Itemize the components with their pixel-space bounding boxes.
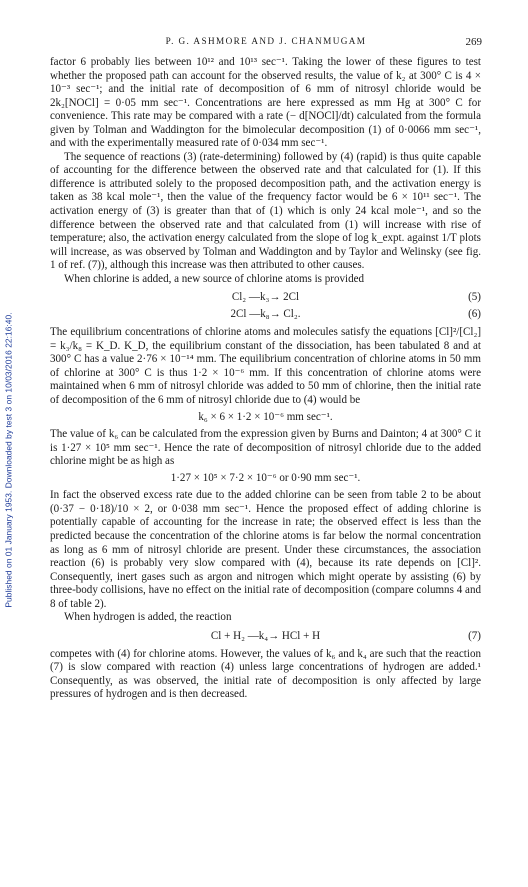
equation-6 xyxy=(50,306,481,323)
paragraph-chlorine-added: When chlorine is added, a new source of chlorine atoms is provided xyxy=(64,272,365,285)
download-watermark xyxy=(2,250,16,670)
paragraph-competition: competes with (4) for chlorine atoms. However, the values of k₆ and k₄ are such that the reaction (7) is slow compared with reaction (4) unless large concentrations of hydrogen are added.¹ Consequently, as was observed, the initial rate of decomposition is only affected by large pressures of hydrogen and is then decreased. xyxy=(50,647,481,701)
equation-5-body: Cl₂ —k₃→ 2Cl xyxy=(231,291,300,304)
paragraph-frequency-factor: factor 6 probably lies between 10¹² and 10¹³ sec⁻¹. Taking the lower of these figures to test whether the proposed path can account for the observed results, the value of k₂ at 300° C is 4 × 10⁻³ sec⁻¹; and the initial rate of decomposition of 6 mm of nitrosyl chloride would be 2k₂[NOCl] = 0·05 mm sec⁻¹. Concentrations are here expressed as mm Hg at 300° C for convenience. This rate may be compared with a rate (− d[NOCl]/dt) calculated from the formula given by Tolman and Waddington for the bimolecular decomposition (1) of 0·0066 mm sec⁻¹, and with the experimentally measured rate of 0·034 mm sec⁻¹. xyxy=(50,56,481,150)
paragraph-activation-energy: The sequence of reactions (3) (rate-determining) followed by (4) (rapid) is thus quite capable of accounting for the difference between the observed rate and that calculated for (1). If this difference is attributed solely to the proposed decomposition path, and the activation energy is taken as 38 kcal mole⁻¹, then the value of the frequency factor would be 6 × 10¹¹ sec⁻¹. The activation energy of (3) is greater than that of (1) which is only 24 kcal mole⁻¹, and so the difference between the observed rate and that calculated from (1) will increase with rise of temperature; also, the activation energy calculated from the slope of log k_expt. against 1/T plots will increase, as was observed by Tolman and Waddington and by Taylor and Welinsky (see fig. 1 of ref. (7)), although this increase was then attributed to other causes. xyxy=(50,150,481,272)
equation-7 xyxy=(50,628,481,645)
equation-group-chlorine xyxy=(50,289,481,323)
running-head: P. G. ASHMORE AND J. CHANMUGAM xyxy=(165,36,367,46)
equation-rate-expression: k₆ × 6 × 1·2 × 10⁻⁶ mm sec⁻¹. xyxy=(198,410,333,423)
article-body xyxy=(50,56,481,702)
equation-6-number: (6) xyxy=(468,308,481,321)
equation-6-body: 2Cl —k₈→ Cl₂. xyxy=(230,308,301,321)
equation-7-number: (7) xyxy=(468,629,481,642)
page-number: 269 xyxy=(465,36,482,48)
page-header xyxy=(50,36,482,50)
download-notice: Published on 01 January 1953. Downloaded by test 3 on 10/03/2016 22:16:40. xyxy=(4,312,14,608)
equation-5-number: (5) xyxy=(468,291,481,304)
equation-7-body: Cl + H₂ —k₄→ HCl + H xyxy=(210,629,321,642)
paragraph-observed-excess: In fact the observed excess rate due to the added chlorine can be seen from table 2 to be about (0·37 − 0·18)/10 × 2, or 0·038 mm sec⁻¹. Hence the proposed effect of adding chlorine is potentially capable of accounting for the increase in rate; the observed effect is less than the predicted because the concentration of the chlorine atoms is far below the normal concentration as long as 6 mm of nitrosyl chloride are present. Under these circumstances, the association reaction (6) is probably very slow compared with (4), because its rate depends on [Cl]². Consequently, inert gases such as argon and nitrogen which might operate by assisting (6) by three-body collisions, have no effect on the initial rate of decomposition (compare columns 4 and 8 of table 2). xyxy=(50,489,481,610)
paragraph-k6-value: The value of k₆ can be calculated from the expression given by Burns and Dainton; 4 at 300° C it is 1·27 × 10⁵ mm sec⁻¹. Hence the rate of decomposition of nitrosyl chloride due to the added chlorine might be as high as xyxy=(50,428,481,468)
equation-group-hydrogen xyxy=(50,628,481,645)
equation-5 xyxy=(50,289,481,306)
equation-rate-value: 1·27 × 10⁵ × 7·2 × 10⁻⁶ or 0·90 mm sec⁻¹. xyxy=(170,471,361,484)
paragraph-equilibrium: The equilibrium concentrations of chlorine atoms and molecules satisfy the equations [Cl]²/[Cl₂] = k₃/k₈ = K_D. K_D, the equilibrium constant of the dissociation, has been tabulated 8 and at 300° C has a value 2·76 × 10⁻¹⁴ mm. The equilibrium concentration of chlorine atoms in 50 mm of chlorine at 300° C is thus 1·2 × 10⁻⁶ mm. If this concentration of chlorine atoms were maintained when 6 mm of nitrosyl chloride was added to 50 mm of chlorine, then the initial rate of decomposition of the 6 mm of nitrosyl chloride due to (4) would be xyxy=(50,326,481,407)
paragraph-hydrogen-added: When hydrogen is added, the reaction xyxy=(64,611,232,624)
